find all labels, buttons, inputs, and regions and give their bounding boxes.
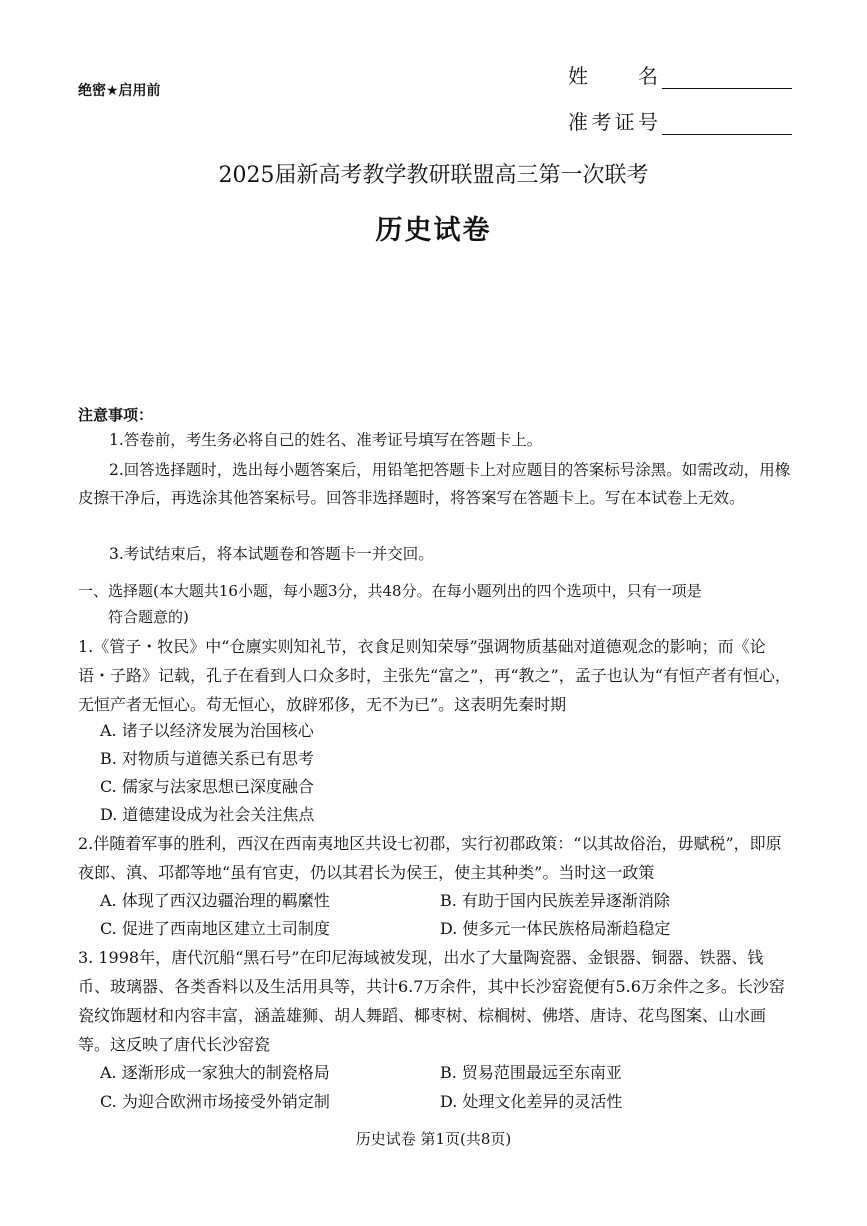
q1-option-a: A. 诸子以经济发展为治国核心 <box>100 721 314 740</box>
section-heading <box>78 578 792 630</box>
section-heading-line1: 一、选择题(本大题共16小题，每小题3分，共48分。在每小题列出的四个选项中，只有一项是 <box>78 582 702 600</box>
q3-option-d: D. 处理文化差异的灵活性 <box>440 1092 623 1111</box>
q1-option-c: C. 儒家与法家思想已深度融合 <box>100 777 314 796</box>
name-blank-line <box>662 66 792 89</box>
name-label: 姓名 <box>568 64 658 88</box>
q1-option-b: B. 对物质与道德关系已有思考 <box>100 749 314 768</box>
q2-option-c: C. 促进了西南地区建立土司制度 <box>100 919 330 938</box>
q3-option-a: A. 逐渐形成一家独大的制瓷格局 <box>100 1063 330 1082</box>
q2-option-a: A. 体现了西汉边疆治理的羁縻性 <box>100 891 330 910</box>
exam-title: 2025届新高考教学教研联盟高三第一次联考 <box>218 163 649 188</box>
q2-option-d: D. 使多元一体民族格局渐趋稳定 <box>440 919 671 938</box>
page-footer: 历史试卷 第1页(共8页) <box>355 1130 512 1148</box>
q3-option-c: C. 为迎合欧洲市场接受外销定制 <box>100 1092 330 1111</box>
q3-option-b: B. 贸易范围最远至东南亚 <box>440 1063 622 1082</box>
notice-heading: 注意事项： <box>78 406 154 424</box>
q1-option-d: D. 道德建设成为社会关注焦点 <box>100 805 315 824</box>
question-1 <box>78 632 792 719</box>
name-field <box>568 60 792 89</box>
q2-option-b: B. 有助于国内民族差异逐渐消除 <box>440 891 670 910</box>
question-stem: 2.伴随着军事的胜利，西汉在西南夷地区共设七初郡，实行初郡政策：“以其故俗治，毋赋税”，即原夜郎、滇、邛都等地“虽有官吏，仍以其君长为侯王，使主其种类”。当时这一政策 <box>78 834 782 882</box>
notice-item <box>78 456 792 512</box>
confidential-label: 绝密★启用前 <box>78 83 161 99</box>
notice-item-text: 1.答卷前，考生务必将自己的姓名、准考证号填写在答题卡上。 <box>109 431 543 449</box>
notice-item <box>78 426 792 454</box>
subject-title: 历史试卷 <box>375 215 492 246</box>
exam-id-field <box>568 106 792 135</box>
notice-item-text: 2.回答选择题时，选出每小题答案后，用铅笔把答题卡上对应题目的答案标号涂黑。如需改动，用橡皮擦干净后，再选涂其他答案标号。回答非选择题时，将答案写在答题卡上。写在本试卷上无效。 <box>78 461 791 507</box>
section-heading-line2: 符合题意的) <box>108 608 189 626</box>
notice-item-text: 3.考试结束后，将本试题卷和答题卡一并交回。 <box>109 545 434 563</box>
notice-item <box>78 540 792 568</box>
question-stem: 3. 1998年，唐代沉船“黑石号”在印尼海域被发现，出水了大量陶瓷器、金银器、铜器、铁器、钱币、玻璃器、各类香料以及生活用具等，共计6.7万余件，其中长沙窑瓷便有5.6万余件之多。长沙窑瓷纹饰题材和内容丰富，涵盖雄狮、胡人舞蹈、椰枣树、棕榈树、佛塔、唐诗、花鸟图案、山水画等。这反映了唐代长沙窑瓷 <box>78 948 785 1054</box>
question-stem: 1.《管子・牧民》中“仓廪实则知礼节，衣食足则知荣辱”强调物质基础对道德观念的影响；而《论语・子路》记载，孔子在看到人口众多时，主张先“富之”，再“教之”，孟子也认为“有恒产者有恒心，无恒产者无恒心。苟无恒心，放辟邪侈，无不为已”。这表明先秦时期 <box>78 637 791 714</box>
exam-id-label: 准考证号 <box>568 110 658 134</box>
exam-id-blank-line <box>662 112 792 135</box>
question-3 <box>78 943 792 1059</box>
question-2 <box>78 829 792 887</box>
